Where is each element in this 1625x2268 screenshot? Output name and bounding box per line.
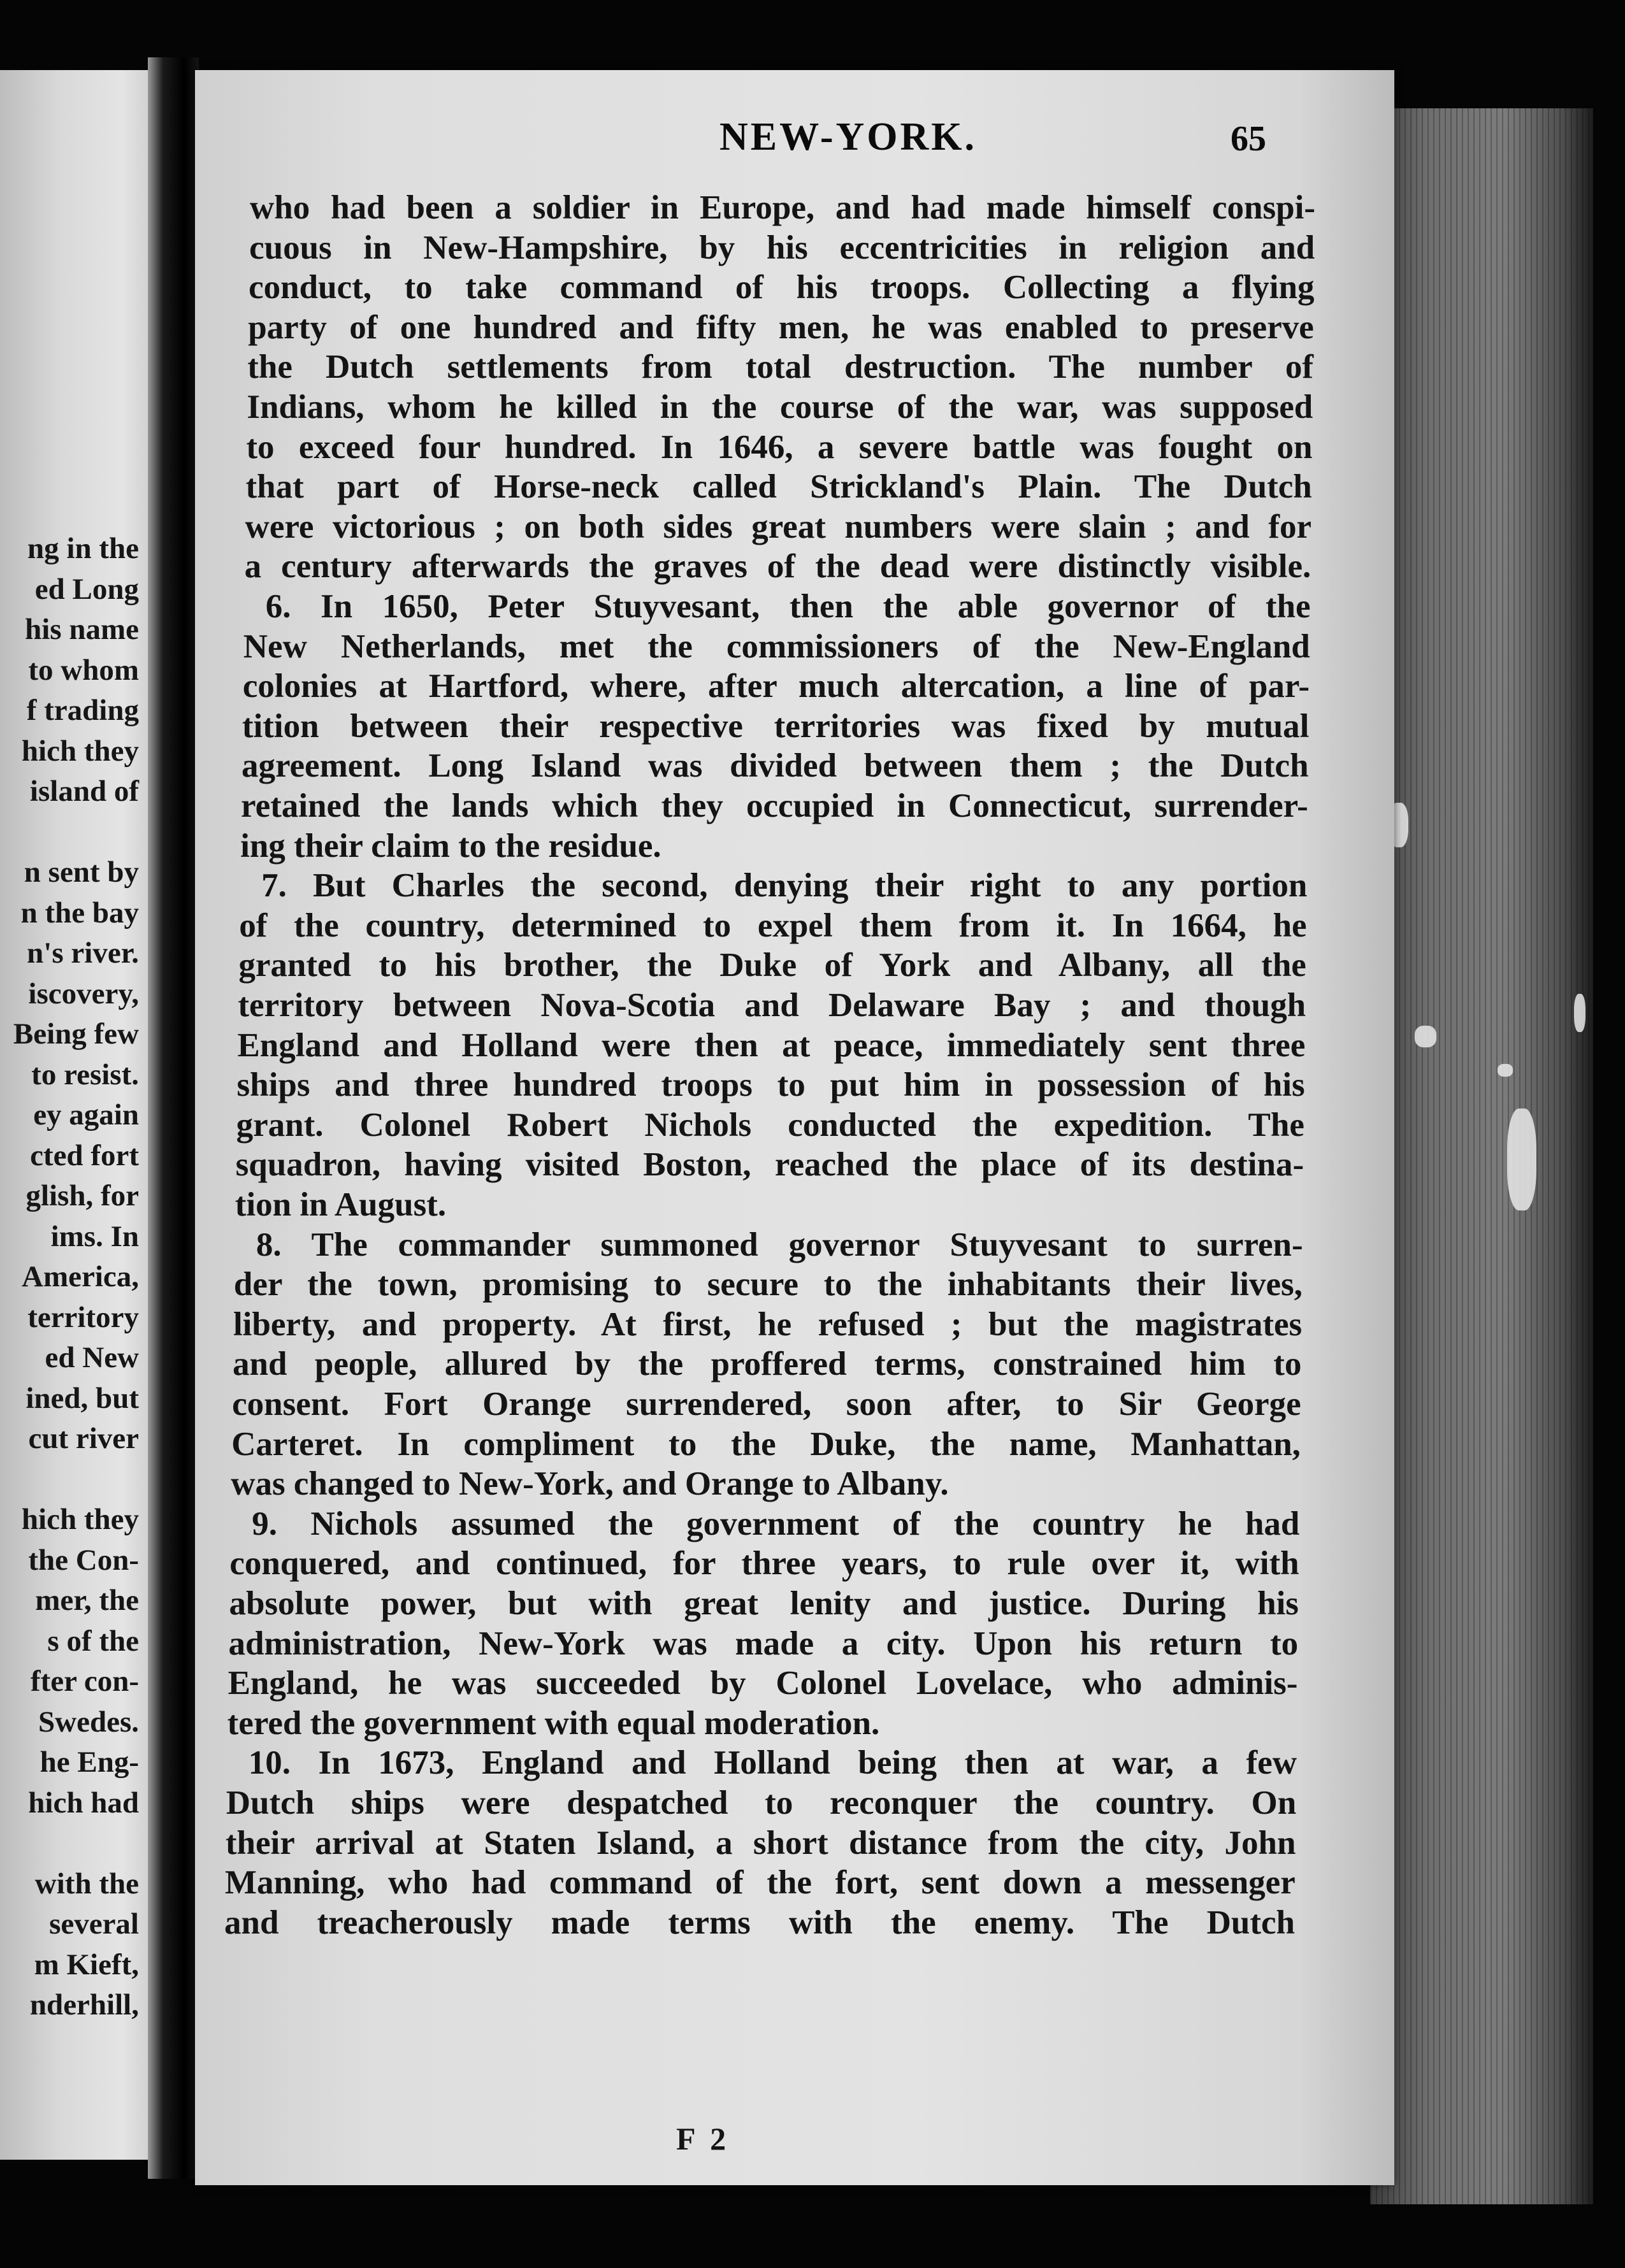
text-line: their arrival at Staten Island, a short distance from the city, John [225,1824,1296,1862]
left-page-line: ims. In [50,1219,139,1253]
left-page-line: several [49,1907,139,1941]
text-line: and people, allured by the proffered terms, constrained him to [233,1346,1302,1383]
left-page-line: mer, the [35,1584,139,1617]
left-page-line: cted fort [30,1138,139,1172]
text-line: was changed to New-York, and Orange to Albany. [231,1465,949,1503]
text-line: squadron, having visited Boston, reached the place of its destina- [235,1146,1304,1184]
text-line: party of one hundred and fifty men, he was enabled to preserve [248,308,1314,346]
left-page-line: nderhill, [29,1988,139,2021]
text-line: liberty, and property. At first, he refused ; but the magistrates [233,1305,1303,1343]
text-line: who had been a soldier in Europe, and had made himself conspi- [250,189,1315,226]
text-line: conquered, and continued, for three years, to rule over it, with [229,1545,1299,1583]
text-line: territory between Nova-Scotia and Delaware Bay ; and though [238,987,1306,1024]
left-page-line: hich had [28,1786,139,1819]
text-line: Carteret. In compliment to the Duke, the name, Manhattan, [231,1425,1301,1463]
left-page-line: ined, but [25,1381,139,1415]
left-page-line: m Kieft, [34,1948,139,1981]
left-page-line: his name [25,613,139,646]
left-page-line: n's river. [27,937,139,970]
left-facing-page [0,70,153,2160]
text-line: of the country, determined to expel them from it. In 1664, he [239,907,1307,944]
text-line: colonies at Hartford, where, after much altercation, a line of par- [242,668,1310,705]
text-line: tition between their respective territories was fixed by mutual [242,707,1310,745]
left-page-line: Swedes. [38,1705,139,1739]
left-page-line: n the bay [20,896,139,929]
text-line: Dutch ships were despatched to reconquer the country. On [226,1784,1297,1821]
running-head: NEW-YORK. [719,115,977,159]
left-page-line: island of [29,775,139,808]
paper-fleck [1415,1026,1436,1047]
left-page-line: the Con- [28,1543,139,1577]
left-page-line: hich they [21,734,139,768]
left-page-line: with the [34,1867,139,1900]
text-line: 9. Nichols assumed the government of the country he had [252,1505,1300,1542]
left-page-line: to whom [28,653,139,687]
text-line: Indians, whom he killed in the course of the war, was supposed [247,389,1313,426]
text-line: absolute power, but with great lenity and justice. During his [229,1585,1299,1622]
text-line: ships and three hundred troops to put him in possession of his [236,1066,1305,1104]
text-line: England and Holland were then at peace, immediately sent three [237,1026,1306,1064]
left-page-line: n sent by [24,856,139,889]
text-line: conduct, to take command of his troops. Collecting a flying [249,269,1315,306]
text-line: 6. In 1650, Peter Stuyvesant, then the able governor of the [265,588,1311,625]
text-line: and treacherously made terms with the enemy. The Dutch [224,1904,1295,1941]
text-line: cuous in New-Hampshire, by his eccentricities in religion and [249,229,1315,266]
text-line: agreement. Long Island was divided between them ; the Dutch [241,747,1309,785]
text-line: tion in August. [235,1186,447,1223]
left-page-line: cut river [28,1422,139,1455]
paper-fleck [1574,994,1585,1032]
left-page-line [13,1823,139,1864]
text-line: 10. In 1673, England and Holland being then at war, a few [248,1744,1297,1782]
page-number: 65 [1231,119,1266,159]
left-page-text [13,529,139,2026]
text-line: 7. But Charles the second, denying their right to any portion [261,867,1308,905]
text-line: granted to his brother, the Duke of York and Albany, all the [238,947,1306,984]
left-page-line: Being few [13,1017,139,1051]
left-page-line: f trading [26,694,139,727]
left-page-line: hich they [21,1503,139,1536]
text-line: administration, New-York was made a city. Upon his return to [228,1625,1299,1662]
text-line: to exceed four hundred. In 1646, a severe battle was fought on [246,428,1313,466]
signature-mark: F 2 [676,2121,730,2157]
text-line: consent. Fort Orange surrendered, soon after, to Sir George [232,1386,1301,1423]
left-page-line: s of the [47,1624,139,1658]
left-page-line: glish, for [25,1179,139,1212]
text-line: New Netherlands, met the commissioners of the New-England [243,628,1310,665]
text-line: der the town, promising to secure to the inhabitants their lives, [233,1266,1303,1303]
text-line: that part of Horse-neck called Strickland's Plain. The Dutch [245,468,1312,506]
left-page-line: fter con- [30,1665,139,1698]
text-line: a century afterwards the graves of the dead were distinctly visible. [244,548,1311,585]
text-line: tered the government with equal moderation. [227,1704,880,1742]
left-page-line: ey again [33,1098,139,1131]
left-page-line [13,1460,139,1500]
left-page-line: America, [22,1260,139,1293]
text-line: England, he was succeeded by Colonel Lovelace, who adminis- [227,1665,1298,1702]
book-page [195,70,1394,2185]
text-line: ing their claim to the residue. [240,827,661,865]
paper-fleck [1498,1064,1513,1077]
text-line: the Dutch settlements from total destruction. The number of [247,348,1313,386]
left-page-line [13,812,139,853]
left-page-line: to resist. [31,1058,139,1091]
text-line: Manning, who had command of the fort, sent down a messenger [224,1864,1296,1902]
text-line: 8. The commander summoned governor Stuyvesant to surren- [256,1226,1303,1263]
book-gutter [148,57,199,2179]
text-line: retained the lands which they occupied in Connecticut, surrender- [241,787,1308,824]
page-block-edge [1370,108,1593,2204]
text-line: grant. Colonel Robert Nichols conducted the expedition. The [236,1106,1304,1144]
left-page-line: ed Long [34,572,139,606]
page-header [195,102,1393,159]
left-page-line: iscovery, [28,977,139,1010]
left-page-line: territory [27,1300,139,1334]
text-line: were victorious ; on both sides great numbers were slain ; and for [245,508,1312,545]
left-page-line: ed New [45,1341,139,1374]
paper-fleck [1507,1109,1536,1210]
left-page-line: he Eng- [40,1746,139,1779]
left-page-line: ng in the [27,532,139,565]
